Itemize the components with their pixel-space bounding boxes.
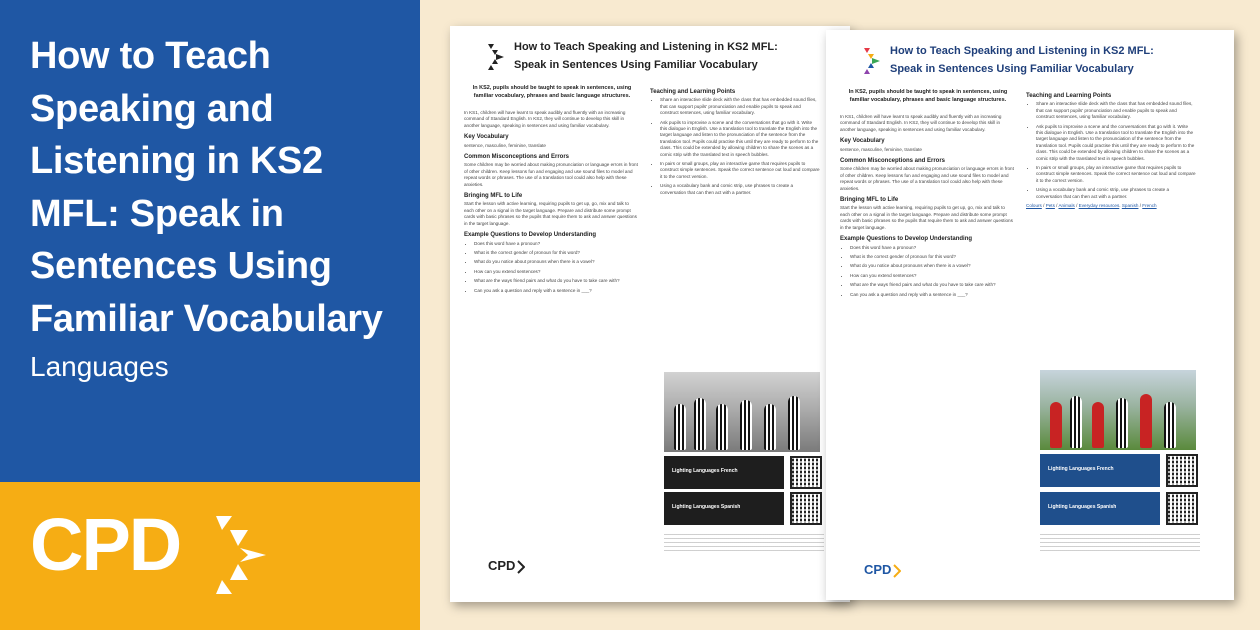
list-item: • Can you ask a question and reply with a sentence in ___? bbox=[474, 288, 640, 294]
qr-code-icon bbox=[1166, 492, 1198, 525]
bringing-text: Start the lesson with active learning, requiring pupils to get up, go, mix and talk to each other on a signal in the target language. Prepare and distribute some prompt cards with basic phrases so the pupils that require them to ask and answer questions in the target language. bbox=[464, 201, 637, 226]
teaching-points-list bbox=[650, 97, 820, 196]
list-item: • What do you notice about pronouns when there is a vowel? bbox=[850, 263, 1016, 269]
document-right-column bbox=[1026, 88, 1196, 213]
document-page-colour bbox=[826, 30, 1234, 600]
list-item: • Share an interactive slide deck with the class that has embedded sound files, that can support pupils' pronunciation and enable pupils to speak and construct sentences, using familiar vocabulary. bbox=[1036, 101, 1196, 120]
football-photo bbox=[664, 372, 820, 452]
list-item: • In pairs or small groups, play an interactive game that requires pupils to construct simple sentences. Speak the correct sentence out loud and compare it to the correct version. bbox=[660, 161, 820, 180]
section-heading: Teaching and Learning Points bbox=[1026, 93, 1112, 99]
document-header bbox=[486, 38, 840, 82]
section-heading: Example Questions to Develop Understanding bbox=[464, 232, 597, 239]
document-preview-area bbox=[420, 0, 1260, 630]
list-item: • How can you extend sentences? bbox=[474, 269, 640, 275]
lighting-languages-french-banner[interactable]: Lighting Languages French bbox=[1040, 454, 1160, 487]
intro-paragraph: In KS1, children will have learnt to speak audibly and fluently with an increasing command of Standard English. In KS2, they will continue to develop this skill in another language, speaking in sentences and using familiar vocabulary. bbox=[840, 114, 1002, 132]
list-item: • Share an interactive slide deck with the class that has embedded sound files, that can support pupils' pronunciation and enable pupils to speak and construct sentences, using familiar vocabulary. bbox=[660, 97, 820, 116]
document-intro: In KS2, pupils should be taught to speak in sentences, using familiar vocabulary, phrases and basic language structures. bbox=[848, 89, 1008, 103]
questions-list bbox=[464, 241, 640, 294]
chevron-logo-icon bbox=[212, 512, 272, 598]
list-item: • Does this word have a pronoun? bbox=[850, 245, 1016, 251]
chevron-logo-icon bbox=[893, 564, 901, 578]
document-title bbox=[514, 38, 778, 74]
list-item: • Does this word have a pronoun? bbox=[474, 241, 640, 247]
lighting-languages-french-banner[interactable]: Lighting Languages French bbox=[664, 456, 784, 489]
footer-brand-text: CPD bbox=[488, 558, 516, 573]
player-figure bbox=[1070, 396, 1082, 448]
list-item: • In pairs or small groups, play an interactive game that requires pupils to construct simple sentences. Speak the correct sentence out loud and compare it to the correct version. bbox=[1036, 165, 1196, 184]
player-figure bbox=[740, 400, 752, 450]
banner-title: How to Teach Speaking and Listening in KS2 MFL: Speak in Sentences Using Familiar Vocabulary bbox=[30, 35, 383, 340]
footnote-lines bbox=[1040, 534, 1200, 552]
football-photo bbox=[1040, 370, 1196, 450]
player-figure bbox=[1164, 402, 1176, 448]
document-left-column bbox=[464, 84, 640, 297]
player-figure bbox=[788, 396, 800, 450]
player-figure bbox=[1140, 394, 1152, 448]
document-page-greyscale bbox=[450, 26, 850, 602]
brand-panel bbox=[0, 482, 420, 630]
qr-code-icon bbox=[1166, 454, 1198, 487]
document-right-column bbox=[650, 84, 820, 199]
document-left-column bbox=[840, 88, 1016, 301]
chevron-logo-icon bbox=[862, 46, 882, 76]
resource-link[interactable]: Pets bbox=[1045, 203, 1055, 209]
list-item: • Using a vocabulary bank and comic strip, use phrases to create a conversation that can then act with a partner. bbox=[660, 183, 820, 196]
list-item: • Ask pupils to improvise a scene and the conversations that go with it. Write this dialogue in English. Use a translation tool to translate the English into the target language and listen to the pronunciation of the sentence from the translation tool. Pupils could practise this until they are ready to perform to the class. This could be extended by allowing children to share the scenes as a comic strip with the translated text in speech bubbles. bbox=[660, 120, 820, 158]
list-item: • Ask pupils to improvise a scene and the conversations that go with it. Write this dialogue in English. Use a translation tool to translate the English into the target language and listen to the pronunciation of the sentence from the translation tool. Pupils could practise this until they are ready to perform to the class. This could be extended by allowing children to share the scenes as a comic strip with the translated text in speech bubbles. bbox=[1036, 124, 1196, 162]
key-vocabulary: sentence, masculine, feminine, translate bbox=[464, 142, 546, 148]
section-heading: Teaching and Learning Points bbox=[650, 89, 736, 95]
title-panel bbox=[0, 0, 420, 482]
resource-link[interactable]: French bbox=[1142, 203, 1157, 209]
footnote-lines bbox=[664, 534, 824, 552]
player-figure bbox=[1092, 402, 1104, 448]
list-item: • What do you notice about pronouns when there is a vowel? bbox=[474, 259, 640, 265]
misconceptions-text: Some children may be worried about making pronunciation or language errors in front of other children. Keep lessons fun and engaging and use sound files to model and repeat words or phrases. The use of a translation tool could also help with these anxieties. bbox=[464, 162, 638, 187]
lighting-languages-spanish-banner[interactable]: Lighting Languages Spanish bbox=[664, 492, 784, 525]
bringing-text: Start the lesson with active learning, requiring pupils to get up, go, mix and talk to each other on a signal in the target language. Prepare and distribute some prompt cards with basic phrases so the pupils that require them to ask and answer questions in the target language. bbox=[840, 205, 1013, 230]
footer-logo bbox=[488, 558, 525, 574]
player-figure bbox=[694, 398, 706, 450]
list-item: • Using a vocabulary bank and comic strip, use phrases to create a conversation that can then act with a partner. bbox=[1036, 187, 1196, 200]
document-title-line: How to Teach Speaking and Listening in KS2 MFL: bbox=[514, 41, 778, 53]
section-heading: Common Misconceptions and Errors bbox=[464, 154, 570, 161]
player-figure bbox=[1116, 398, 1128, 448]
chevron-logo-icon bbox=[517, 560, 525, 574]
document-title-line: Speak in Sentences Using Familiar Vocabulary bbox=[890, 63, 1134, 75]
resource-links: Colours / Pets / Animals / Everyday resources. Spanish / French bbox=[1026, 203, 1157, 209]
resource-link[interactable]: Everyday resources bbox=[1078, 203, 1120, 209]
resource-link[interactable]: Spanish bbox=[1121, 203, 1139, 209]
list-item: • What are the ways friend pairs and what do you have to take care with? bbox=[850, 282, 1016, 288]
teaching-points-list bbox=[1026, 101, 1196, 200]
document-title bbox=[890, 42, 1154, 78]
qr-code-icon bbox=[790, 456, 822, 489]
document-title-line: Speak in Sentences Using Familiar Vocabulary bbox=[514, 59, 758, 71]
key-vocabulary: sentence, masculine, feminine, translate bbox=[840, 146, 922, 152]
footer-brand-text: CPD bbox=[864, 562, 892, 577]
player-figure bbox=[716, 404, 728, 450]
section-heading: Common Misconceptions and Errors bbox=[840, 158, 946, 165]
footer-logo bbox=[864, 562, 901, 578]
questions-list bbox=[840, 245, 1016, 298]
document-intro: In KS2, pupils should be taught to speak in sentences, using familiar vocabulary, phrases and basic language structures. bbox=[472, 85, 632, 99]
player-figure bbox=[764, 404, 776, 450]
resource-link[interactable]: Colours bbox=[1026, 203, 1042, 209]
player-figure bbox=[674, 404, 686, 450]
intro-paragraph: In KS1, children will have learnt to speak audibly and fluently with an increasing command of Standard English. In KS2, they will continue to develop this skill in another language, speaking in sentences and using familiar vocabulary. bbox=[464, 110, 626, 128]
lighting-languages-spanish-banner[interactable]: Lighting Languages Spanish bbox=[1040, 492, 1160, 525]
document-header bbox=[862, 42, 1224, 86]
section-heading: Key Vocabulary bbox=[464, 134, 509, 141]
player-figure bbox=[1050, 402, 1062, 448]
brand-logo-text: CPD bbox=[30, 503, 181, 586]
document-title-line: How to Teach Speaking and Listening in KS2 MFL: bbox=[890, 45, 1154, 57]
chevron-logo-icon bbox=[486, 42, 506, 72]
misconceptions-text: Some children may be worried about making pronunciation or language errors in front of other children. Keep lessons fun and engaging and use sound files to model and repeat words or phrases. The use of a translation tool could also help with these anxieties. bbox=[840, 166, 1014, 191]
list-item: • How can you extend sentences? bbox=[850, 273, 1016, 279]
section-heading: Bringing MFL to Life bbox=[840, 197, 899, 204]
subject-label: Languages bbox=[30, 351, 169, 382]
list-item: • Can you ask a question and reply with a sentence in ___? bbox=[850, 292, 1016, 298]
qr-code-icon bbox=[790, 492, 822, 525]
section-heading: Bringing MFL to Life bbox=[464, 193, 523, 200]
section-heading: Example Questions to Develop Understanding bbox=[840, 236, 973, 243]
list-item: • What are the ways friend pairs and what do you have to take care with? bbox=[474, 278, 640, 284]
section-heading: Key Vocabulary bbox=[840, 138, 885, 145]
resource-link[interactable]: Animals bbox=[1058, 203, 1075, 209]
list-item: • What is the correct gender of pronoun for this word? bbox=[850, 254, 1016, 260]
list-item: • What is the correct gender of pronoun for this word? bbox=[474, 250, 640, 256]
